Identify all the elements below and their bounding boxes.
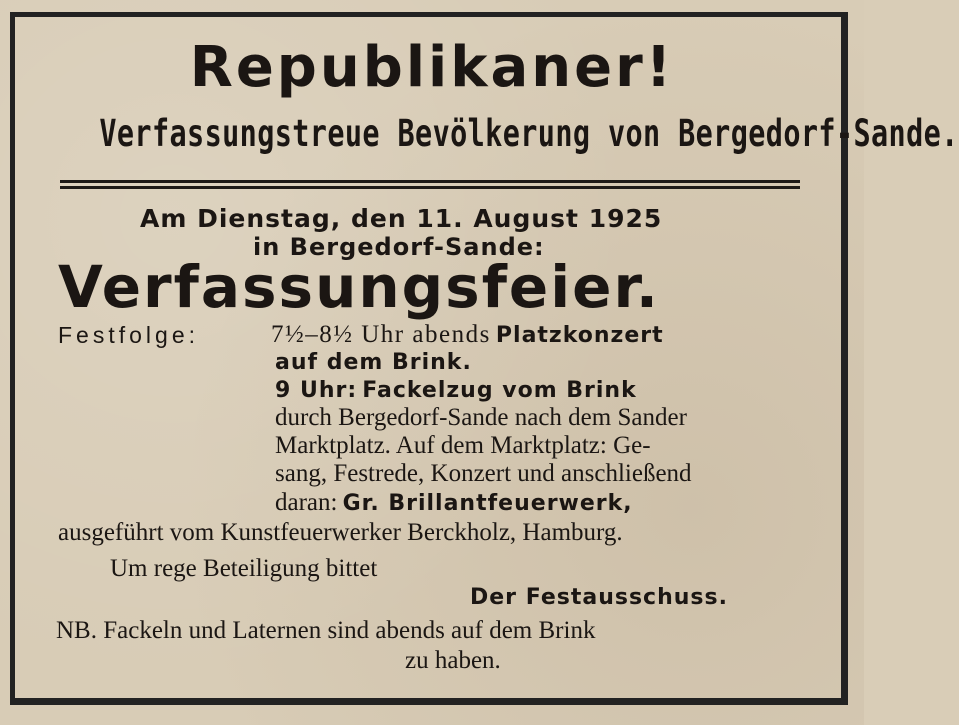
torch-time: 9 Uhr: xyxy=(275,378,358,403)
concert-label: Platzkonzert xyxy=(495,323,664,348)
participation-request: Um rege Beteiligung bittet xyxy=(110,555,378,582)
rule-top xyxy=(60,180,800,183)
torch-parade: Fackelzug vom Brink xyxy=(362,378,637,403)
route-line-2: Marktplatz. Auf dem Marktplatz: Ge- xyxy=(275,432,651,459)
event-title: Verfassungsfeier. xyxy=(58,253,660,321)
program-line-torch xyxy=(275,378,637,403)
route-line-1: durch Bergedorf-Sande nach dem Sander xyxy=(275,404,687,431)
event-place: in Bergedorf-Sande: xyxy=(253,233,545,261)
time-range: 7½–8½ Uhr abends xyxy=(271,321,491,348)
signature: Der Festausschuss. xyxy=(470,585,728,610)
nb-note-line-2: zu haben. xyxy=(405,647,501,674)
executed-by: ausgeführt vom Kunstfeuerwerker Berckholz, Hamburg. xyxy=(58,519,623,546)
route-line-3: sang, Festrede, Konzert und anschließend xyxy=(275,460,692,487)
subtitle: Verfassungstreue Bevölkerung von Bergedorf-Sande. xyxy=(99,112,959,155)
rule-bottom xyxy=(60,186,800,189)
program-label: Festfolge: xyxy=(58,322,199,348)
fireworks-prefix: daran: xyxy=(275,489,338,516)
double-rule-divider xyxy=(60,180,800,190)
nb-note-line-1: NB. Fackeln und Laternen sind abends auf dem Brink xyxy=(56,617,596,644)
program-line-fireworks xyxy=(275,490,633,516)
fireworks-label: Gr. Brillantfeuerwerk, xyxy=(342,491,633,516)
headline: Republikaner! xyxy=(189,35,675,100)
event-date: Am Dienstag, den 11. August 1925 xyxy=(140,204,663,233)
concert-place: auf dem Brink. xyxy=(275,350,472,375)
program-line-concert xyxy=(271,321,664,349)
